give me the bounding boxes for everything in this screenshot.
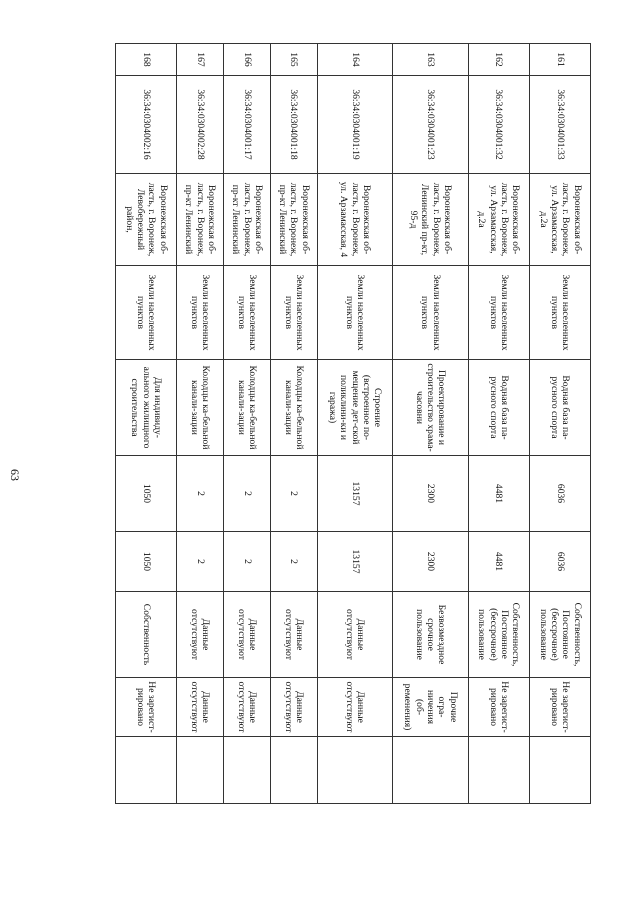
cadastral-number-cell: 36:34:0304002:16 bbox=[116, 76, 177, 174]
area-registered-cell: 2 bbox=[270, 532, 317, 592]
cadastral-number-cell: 36:34:0304001:19 bbox=[317, 76, 393, 174]
encumbrance-cell: Данные отсутствуют bbox=[317, 678, 393, 737]
empty-cell bbox=[177, 737, 224, 804]
area-registered-cell: 2 bbox=[224, 532, 271, 592]
encumbrance-cell: Не зарегист-рировано bbox=[529, 678, 590, 737]
right-type-cell: Данные отсутствуют bbox=[317, 592, 393, 678]
row-number-cell: 163 bbox=[393, 44, 469, 76]
row-number-cell: 168 bbox=[116, 44, 177, 76]
area-registered-cell: 2 bbox=[177, 532, 224, 592]
area-cell: 6036 bbox=[529, 456, 590, 532]
empty-cell bbox=[529, 737, 590, 804]
cadastral-number-cell: 36:34:0304002:28 bbox=[177, 76, 224, 174]
row-number-cell: 162 bbox=[468, 44, 529, 76]
area-cell: 1050 bbox=[116, 456, 177, 532]
encumbrance-cell: Данные отсутствуют bbox=[224, 678, 271, 737]
land-category-cell: Земли населенных пунктов bbox=[116, 266, 177, 360]
land-category-cell: Земли населенных пунктов bbox=[270, 266, 317, 360]
cadastral-number-cell: 36:34:0304001:17 bbox=[224, 76, 271, 174]
row-number-cell: 164 bbox=[317, 44, 393, 76]
address-cell: Воронежская об-ласть, г. Воронеж, ул. Арзамасская, д.2а bbox=[468, 174, 529, 266]
cadastral-number-cell: 36:34:0304001:23 bbox=[393, 76, 469, 174]
land-category-cell: Земли населенных пунктов bbox=[393, 266, 469, 360]
permitted-use-cell: Проектирование и строительство храма-часовни bbox=[393, 360, 469, 456]
permitted-use-cell: Водная база па-русного спорта bbox=[529, 360, 590, 456]
encumbrance-cell: Не зарегист-рировано bbox=[468, 678, 529, 737]
area-registered-cell: 4481 bbox=[468, 532, 529, 592]
row-number-cell: 166 bbox=[224, 44, 271, 76]
right-type-cell: Собственность, Постоянное (бессрочное) пользование bbox=[529, 592, 590, 678]
address-cell: Воронежская об-ласть, г. Воронеж, Ленинский пр-кт, 95-д bbox=[393, 174, 469, 266]
cadastral-number-cell: 36:34:0304001:32 bbox=[468, 76, 529, 174]
address-cell: Воронежская об-ласть, г. Воронеж, пр-кт Ленинский bbox=[177, 174, 224, 266]
land-category-cell: Земли населенных пунктов bbox=[468, 266, 529, 360]
table-row bbox=[177, 44, 224, 804]
row-number-cell: 161 bbox=[529, 44, 590, 76]
area-registered-cell: 13157 bbox=[317, 532, 393, 592]
address-cell: Воронежская об-ласть, г. Воронеж, пр-кт Ленинский bbox=[270, 174, 317, 266]
empty-cell bbox=[116, 737, 177, 804]
table-row bbox=[393, 44, 469, 804]
encumbrance-cell: Данные отсутствуют bbox=[177, 678, 224, 737]
address-cell: Воронежская об-ласть, г. Воронеж, ул. Арзамасская, 4 bbox=[317, 174, 393, 266]
encumbrance-cell: Прочие огра-ничения (об-ременения) bbox=[393, 678, 469, 737]
cadastral-number-cell: 36:34:0304001:18 bbox=[270, 76, 317, 174]
right-type-cell: Данные отсутствуют bbox=[224, 592, 271, 678]
land-plots-table-wrapper bbox=[115, 43, 591, 803]
permitted-use-cell: Строение (встроенное по-мещение дет-ской поликлини-ки и гаража) bbox=[317, 360, 393, 456]
permitted-use-cell: Колодцы ка-бельной канали-зации bbox=[270, 360, 317, 456]
area-cell: 13157 bbox=[317, 456, 393, 532]
table-row bbox=[116, 44, 177, 804]
area-registered-cell: 6036 bbox=[529, 532, 590, 592]
area-cell: 2 bbox=[270, 456, 317, 532]
area-cell: 4481 bbox=[468, 456, 529, 532]
permitted-use-cell: Колодцы ка-бельной канали-зации bbox=[224, 360, 271, 456]
empty-cell bbox=[393, 737, 469, 804]
cadastral-number-cell: 36:34:0304001:33 bbox=[529, 76, 590, 174]
encumbrance-cell: Не зарегист-рировано bbox=[116, 678, 177, 737]
empty-cell bbox=[468, 737, 529, 804]
encumbrance-cell: Данные отсутствуют bbox=[270, 678, 317, 737]
permitted-use-cell: Колодцы ка-бельной канали-зации bbox=[177, 360, 224, 456]
table-row bbox=[270, 44, 317, 804]
table-row bbox=[224, 44, 271, 804]
land-category-cell: Земли населенных пунктов bbox=[317, 266, 393, 360]
table-body bbox=[116, 44, 591, 804]
permitted-use-cell: Для индивиду-ального жилищного строительства bbox=[116, 360, 177, 456]
row-number-cell: 167 bbox=[177, 44, 224, 76]
land-plots-table bbox=[115, 43, 591, 804]
land-category-cell: Земли населенных пунктов bbox=[224, 266, 271, 360]
empty-cell bbox=[317, 737, 393, 804]
table-row bbox=[317, 44, 393, 804]
right-type-cell: Безвозмездное срочное пользование bbox=[393, 592, 469, 678]
right-type-cell: Данные отсутствуют bbox=[270, 592, 317, 678]
area-cell: 2300 bbox=[393, 456, 469, 532]
area-cell: 2 bbox=[177, 456, 224, 532]
empty-cell bbox=[224, 737, 271, 804]
row-number-cell: 165 bbox=[270, 44, 317, 76]
right-type-cell: Собственность bbox=[116, 592, 177, 678]
permitted-use-cell: Водная база па-русного спорта bbox=[468, 360, 529, 456]
empty-cell bbox=[270, 737, 317, 804]
right-type-cell: Собственность, Постоянное (бессрочное) пользование bbox=[468, 592, 529, 678]
land-category-cell: Земли населенных пунктов bbox=[529, 266, 590, 360]
address-cell: Воронежская об-ласть, г. Воронеж, Левобережный район, bbox=[116, 174, 177, 266]
table-row bbox=[468, 44, 529, 804]
area-registered-cell: 1050 bbox=[116, 532, 177, 592]
land-category-cell: Земли населенных пунктов bbox=[177, 266, 224, 360]
table-row bbox=[529, 44, 590, 804]
right-type-cell: Данные отсутствуют bbox=[177, 592, 224, 678]
page-number: 63 bbox=[8, 469, 22, 481]
area-registered-cell: 2300 bbox=[393, 532, 469, 592]
address-cell: Воронежская об-ласть, г. Воронеж, пр-кт Ленинский bbox=[224, 174, 271, 266]
address-cell: Воронежская об-ласть, г. Воронеж, ул. Арзамасская, д.2а bbox=[529, 174, 590, 266]
area-cell: 2 bbox=[224, 456, 271, 532]
